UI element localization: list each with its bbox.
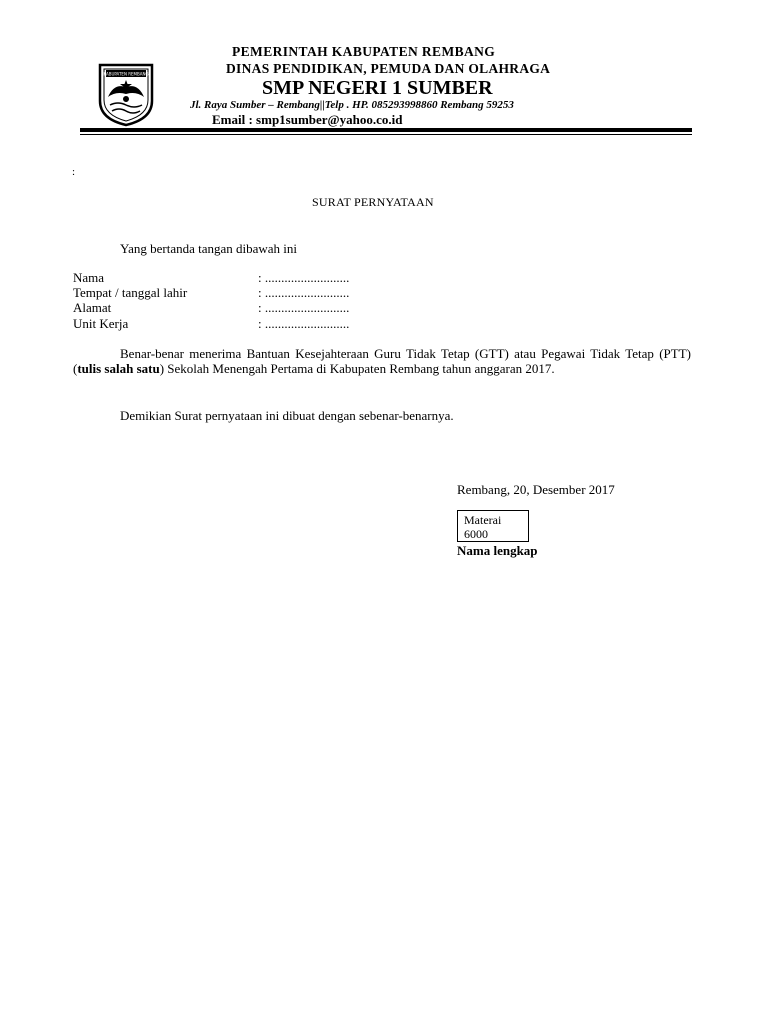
field-label-nama: Nama <box>73 270 105 285</box>
department-line: DINAS PENDIDIKAN, PEMUDA DAN OLAHRAGA <box>226 61 551 76</box>
document-title: SURAT PERNYATAAN <box>312 195 434 209</box>
statement-paragraph <box>73 346 691 376</box>
field-label-ttl: Tempat / tanggal lahir <box>73 285 188 300</box>
statement-text-before: Benar-benar menerima Bantuan Kesejahteraan Guru Tidak Tetap (GTT) atau Pegawai Tidak Tetap (PTT) ( <box>73 346 691 376</box>
stamp-duty-box <box>457 510 529 542</box>
field-label-alamat: Alamat <box>73 300 112 315</box>
place-date: Rembang, 20, Desember 2017 <box>457 482 615 497</box>
stamp-value: 6000 <box>464 527 488 541</box>
statement-text-bold: tulis salah satu <box>77 361 160 376</box>
letterhead-rule-thin <box>80 134 692 135</box>
stray-mark: : <box>72 166 76 178</box>
intro-line: Yang bertanda tangan dibawah ini <box>120 241 298 256</box>
field-value-alamat: : .......................... <box>258 300 350 315</box>
field-value-ttl: : .......................... <box>258 285 350 300</box>
svg-text:KABUPATEN REMBANG: KABUPATEN REMBANG <box>103 71 149 77</box>
field-value-nama: : .......................... <box>258 270 350 285</box>
field-value-unit-kerja: : .......................... <box>258 316 350 331</box>
school-address: Jl. Raya Sumber – Rembang||Telp . HP. 085293998860 Rembang 59253 <box>190 99 514 111</box>
school-name: SMP NEGERI 1 SUMBER <box>262 77 493 99</box>
signatory-name: Nama lengkap <box>457 543 538 558</box>
government-line: PEMERINTAH KABUPATEN REMBANG <box>232 44 496 59</box>
statement-text-after: ) Sekolah Menengah Pertama di Kabupaten Rembang tahun anggaran 2017. <box>159 361 555 376</box>
field-label-unit-kerja: Unit Kerja <box>73 316 129 331</box>
school-email: Email : smp1sumber@yahoo.co.id <box>212 112 403 127</box>
closing-line: Demikian Surat pernyataan ini dibuat dengan sebenar-benarnya. <box>120 408 454 423</box>
stamp-label: Materai <box>464 513 502 527</box>
letterhead-rule-thick <box>80 128 692 132</box>
regency-emblem-icon <box>98 61 154 127</box>
